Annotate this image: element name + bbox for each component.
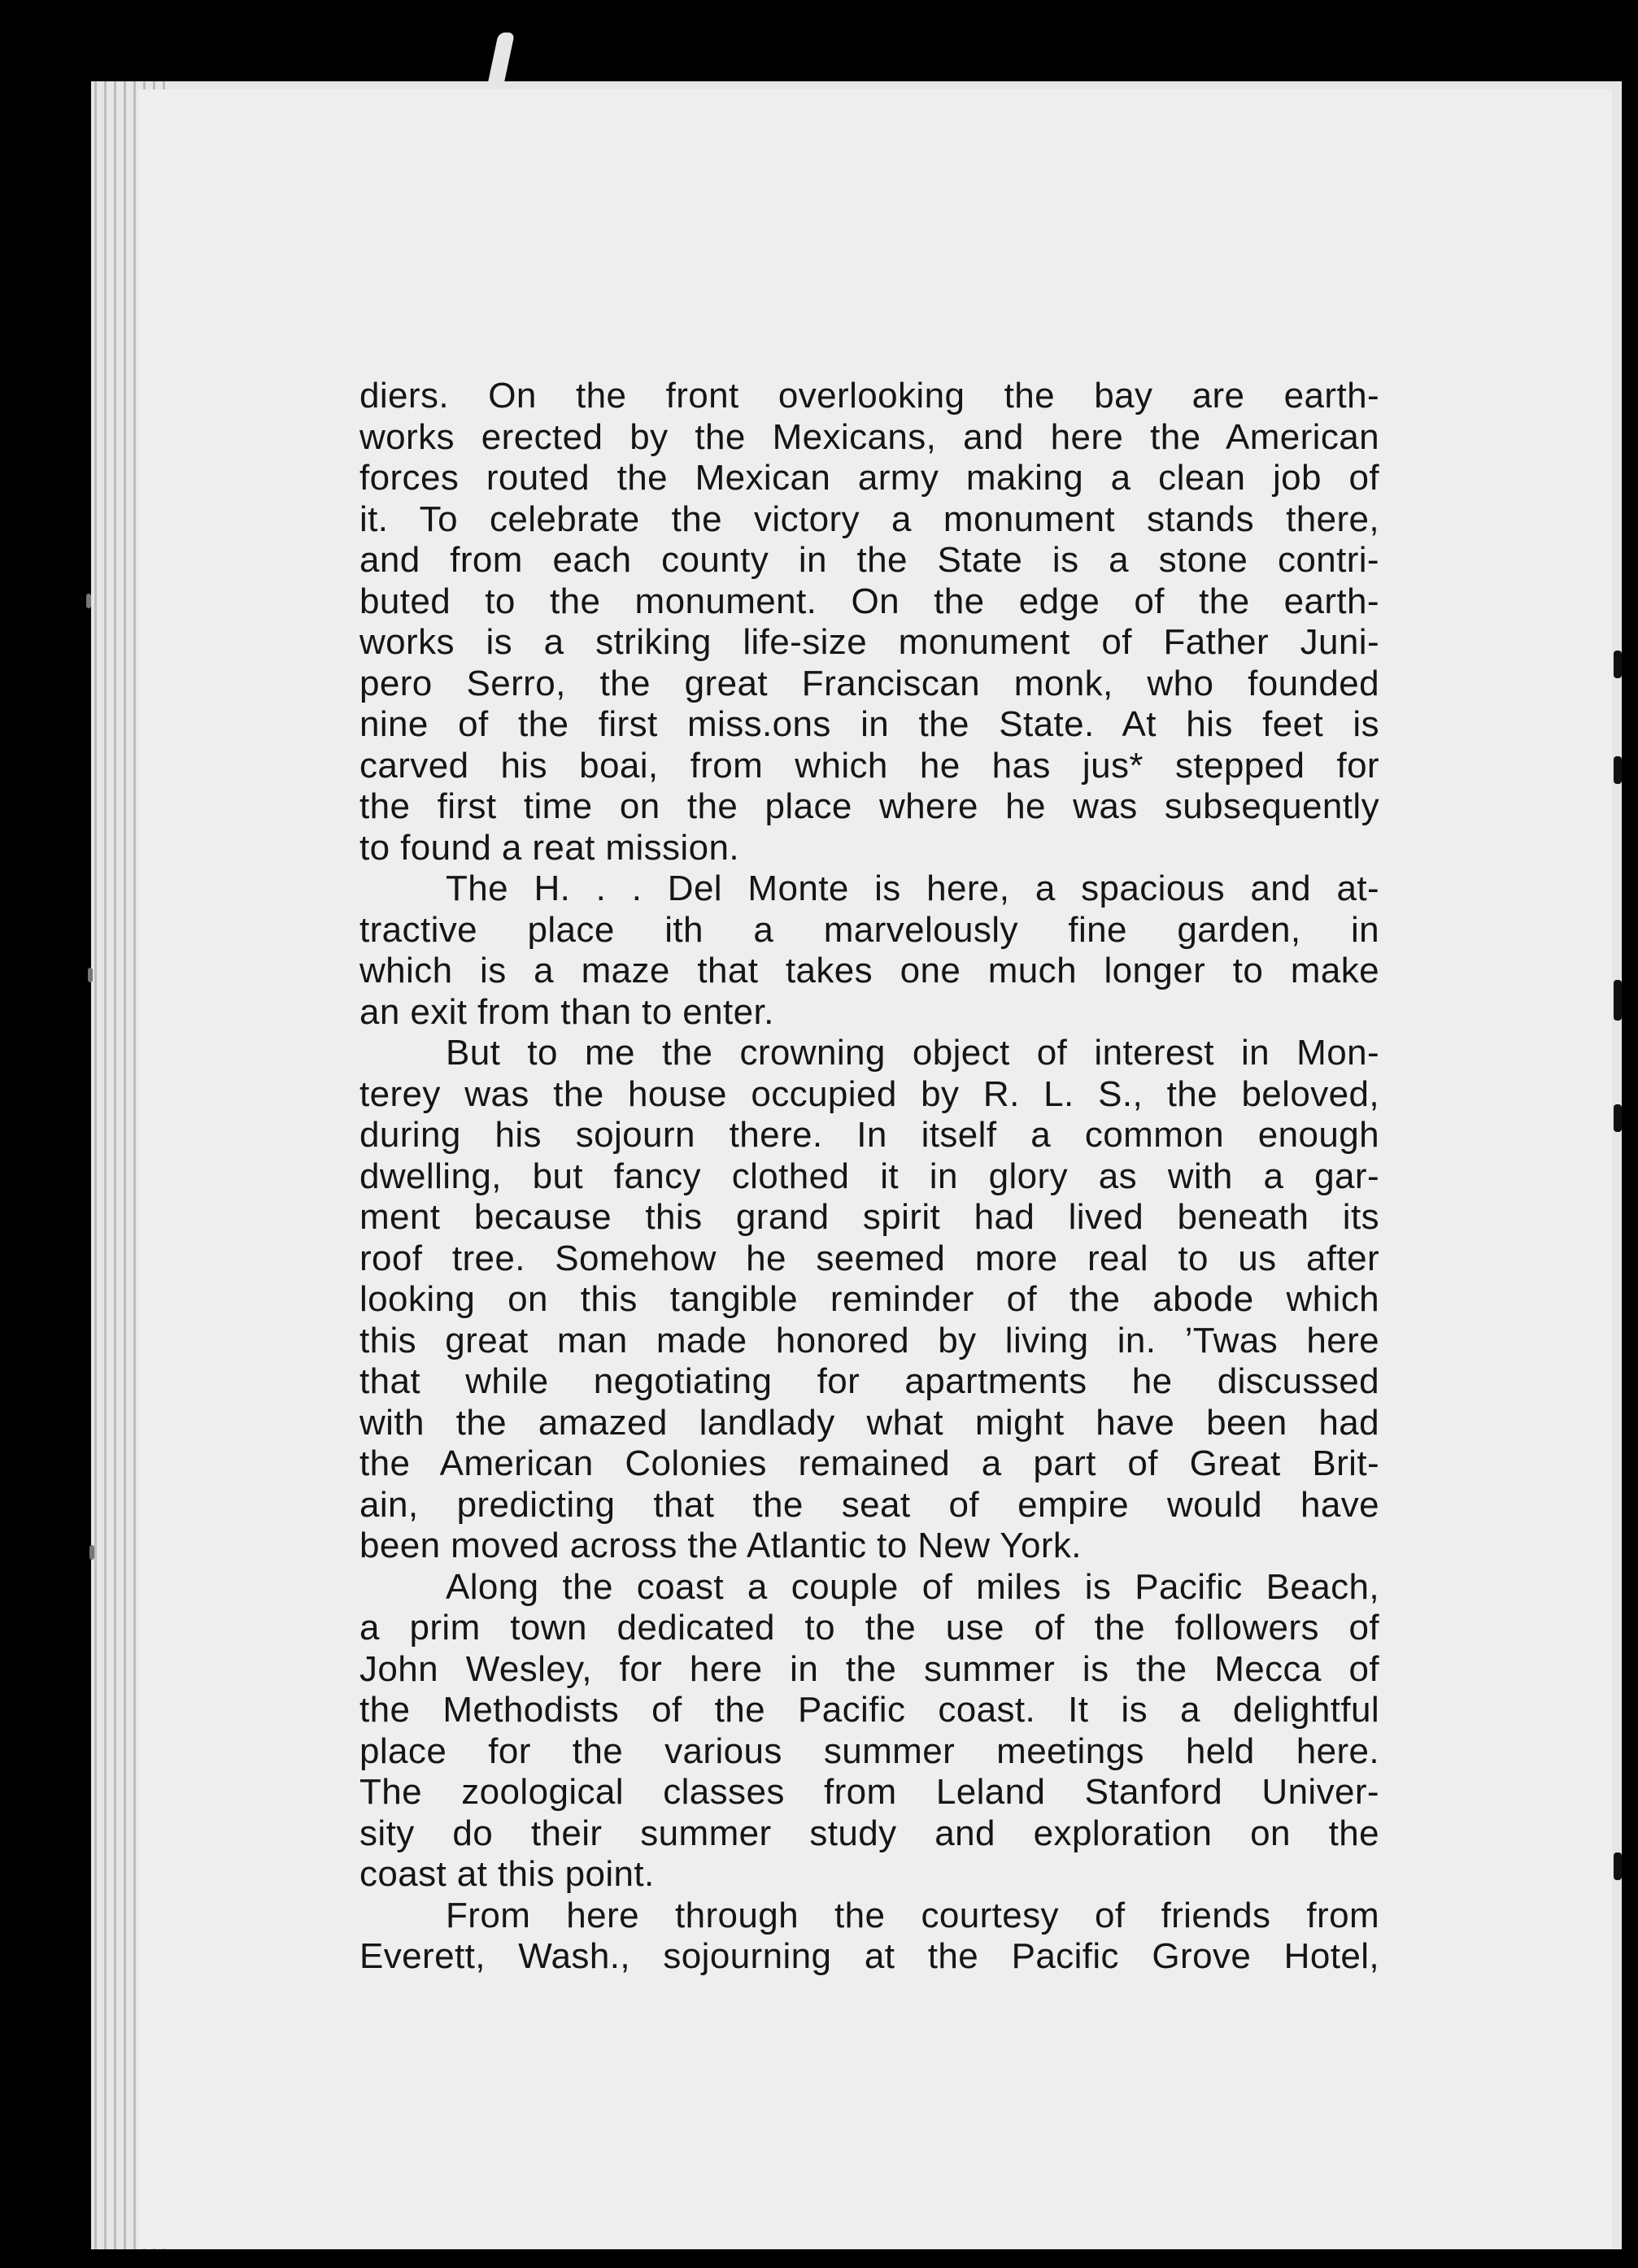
text-line: Along the coast a couple of miles is Pacific Beach, <box>446 1566 1379 1607</box>
margin-mark <box>1614 756 1622 784</box>
text-line: looking on this tangible reminder of the abode which <box>359 1279 1379 1319</box>
text-line: works is a striking life-size monument of Father Juni- <box>359 622 1379 662</box>
text-line: ain, predicting that the seat of empire would have <box>359 1484 1379 1525</box>
text-line: carved his boai, from which he has jus* stepped for <box>359 745 1379 786</box>
text-line: diers. On the front overlooking the bay are earth- <box>359 376 1379 416</box>
text-line: with the amazed landlady what might have been had <box>359 1402 1379 1443</box>
text-line: been moved across the Atlantic to New York. <box>359 1526 1082 1565</box>
page-edge <box>94 81 97 2249</box>
text-line: the American Colonies remained a part of Great Brit- <box>359 1443 1379 1483</box>
margin-mark <box>88 968 93 982</box>
text-line: The zoological classes from Leland Stanford Univer- <box>359 1772 1379 1812</box>
text-line: place for the various summer meetings held here. <box>359 1730 1379 1771</box>
page-edge <box>114 81 116 2249</box>
text-line: From here through the courtesy of friends from <box>446 1895 1379 1935</box>
text-line: ment because this grand spirit had lived beneath its <box>359 1197 1379 1237</box>
page-edge <box>124 81 126 2249</box>
text-line: it. To celebrate the victory a monument stands there, <box>359 498 1379 539</box>
text-line: But to me the crowning object of interest in Mon- <box>446 1033 1379 1073</box>
text-line: to found a reat mission. <box>359 827 739 868</box>
text-line: coast at this point. <box>359 1854 655 1894</box>
page-edge <box>104 81 107 2249</box>
text-line: nine of the first miss.ons in the State. At his feet is <box>359 704 1379 744</box>
text-line: this great man made honored by living in. ’Twas here <box>359 1320 1379 1360</box>
text-line: buted to the monument. On the edge of the earth- <box>359 581 1379 621</box>
text-line: the first time on the place where he was subsequently <box>359 786 1379 826</box>
margin-mark <box>1614 1852 1622 1880</box>
margin-mark <box>487 33 515 86</box>
text-line: forces routed the Mexican army making a clean job of <box>359 458 1379 498</box>
margin-mark <box>1614 980 1622 1021</box>
text-line: John Wesley, for here in the summer is the Mecca of <box>359 1648 1379 1689</box>
text-line: a prim town dedicated to the use of the followers of <box>359 1608 1379 1648</box>
text-line: sity do their summer study and exploration on the <box>359 1813 1379 1853</box>
text-line: dwelling, but fancy clothed it in glory as with a gar- <box>359 1156 1379 1196</box>
margin-mark <box>1614 1104 1622 1132</box>
text-line: works erected by the Mexicans, and here the American <box>359 416 1379 457</box>
margin-mark <box>89 1545 94 1560</box>
text-line: and from each county in the State is a stone contri- <box>359 540 1379 580</box>
text-line: which is a maze that takes one much longer to make <box>359 951 1379 990</box>
text-line: The H. . . Del Monte is here, a spacious and at- <box>446 868 1379 908</box>
text-line: an exit from than to enter. <box>359 991 774 1032</box>
page-edge <box>133 81 136 2249</box>
text-line: the Methodists of the Pacific coast. It is a delightful <box>359 1690 1379 1730</box>
margin-mark <box>1614 651 1622 678</box>
text-line: terey was the house occupied by R. L. S., the beloved, <box>359 1073 1379 1114</box>
text-line: Everett, Wash., sojourning at the Pacific Grove Hotel, <box>359 1936 1379 1976</box>
margin-mark <box>86 594 91 608</box>
text-line: roof tree. Somehow he seemed more real to us after <box>359 1238 1379 1278</box>
text-line: tractive place ith a marvelously fine garden, in <box>359 909 1379 950</box>
text-line: during his sojourn there. In itself a common enough <box>359 1115 1379 1155</box>
page-text <box>359 376 1379 1978</box>
text-line: that while negotiating for apartments he discussed <box>359 1361 1379 1401</box>
text-line: pero Serro, the great Franciscan monk, who founded <box>359 663 1379 703</box>
